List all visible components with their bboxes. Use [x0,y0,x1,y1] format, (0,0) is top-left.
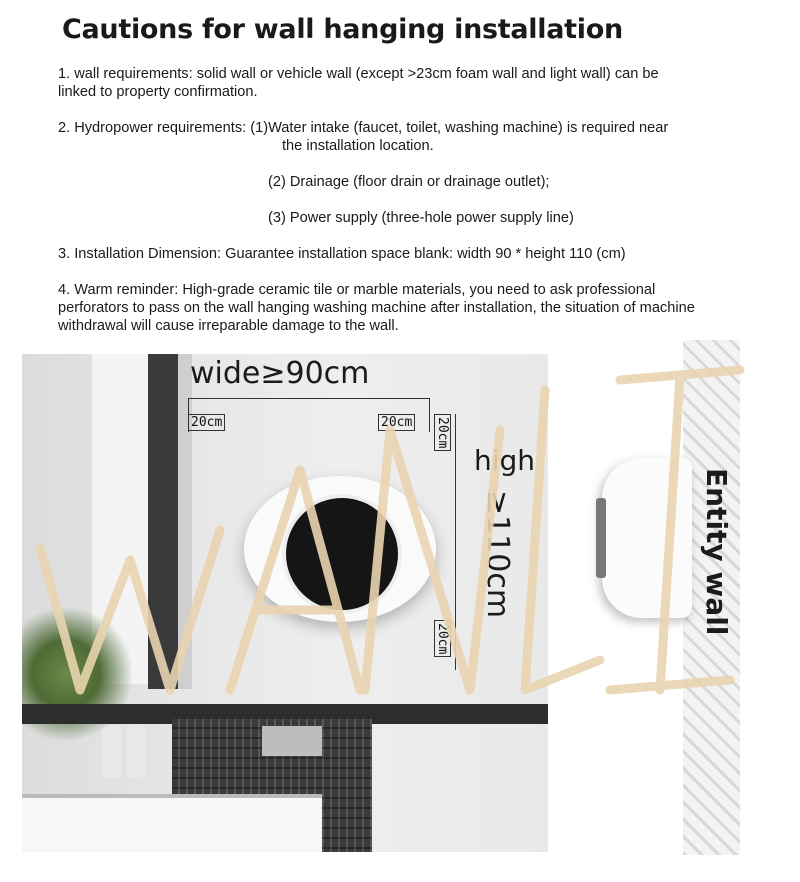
item-4-line-1: 4. Warm reminder: High-grade ceramic tile or marble materials, you need to ask professional [58,282,656,298]
side-machine [602,458,692,618]
drainage-text: (2) Drainage (floor drain or drainage outlet); [268,174,550,190]
machine-door [282,494,402,614]
item-3 [58,245,626,263]
entity-wall-label: Entity wall [700,468,733,636]
right-margin-box: 20cm [378,414,415,431]
item-4 [58,281,695,335]
side-view-diagram [550,340,800,855]
page-title: Cautions for wall hanging installation [62,14,623,45]
item-1 [58,65,659,101]
height-word: high [474,444,536,477]
width-tick-right [429,398,430,432]
height-value: ≥110cm [480,490,515,619]
power-supply-text: (3) Power supply (three-hole power supply line) [268,210,574,226]
soap-bottle [102,726,122,778]
soap-bottle [126,726,146,778]
machine-door-side [596,498,606,578]
width-label: wide≥90cm [190,356,370,391]
item-4-line-3: withdrawal will cause irreparable damage to the wall. [58,318,399,334]
item-2-sub-3 [58,209,574,227]
height-line [455,414,456,670]
installation-photo [22,354,548,852]
mirror-edge [178,354,192,689]
item-4-line-2: perforators to pass on the wall hanging washing machine after installation, the situation of machine [58,300,695,316]
bottom-margin-box: 20cm [434,620,451,657]
item-2 [58,119,668,155]
left-margin-box: 20cm [188,414,225,431]
item-1-line-1: 1. wall requirements: solid wall or vehicle wall (except >23cm foam wall and light wall) can be [58,66,659,82]
sink-basin [22,794,322,852]
width-line [188,398,430,399]
item-2-line-1: 2. Hydropower requirements: (1)Water intake (faucet, toilet, washing machine) is required near [58,120,669,136]
mirror-frame [148,354,178,689]
washing-machine [244,476,436,622]
top-margin-box: 20cm [434,414,451,451]
item-3-line-1: 3. Installation Dimension: Guarantee installation space blank: width 90 * height 110 (cm) [58,246,626,262]
item-1-line-2: linked to property confirmation. [58,84,258,100]
item-2-line-2: the installation location. [282,138,434,154]
item-2-sub-2 [58,173,549,191]
faucet-image [262,726,322,756]
